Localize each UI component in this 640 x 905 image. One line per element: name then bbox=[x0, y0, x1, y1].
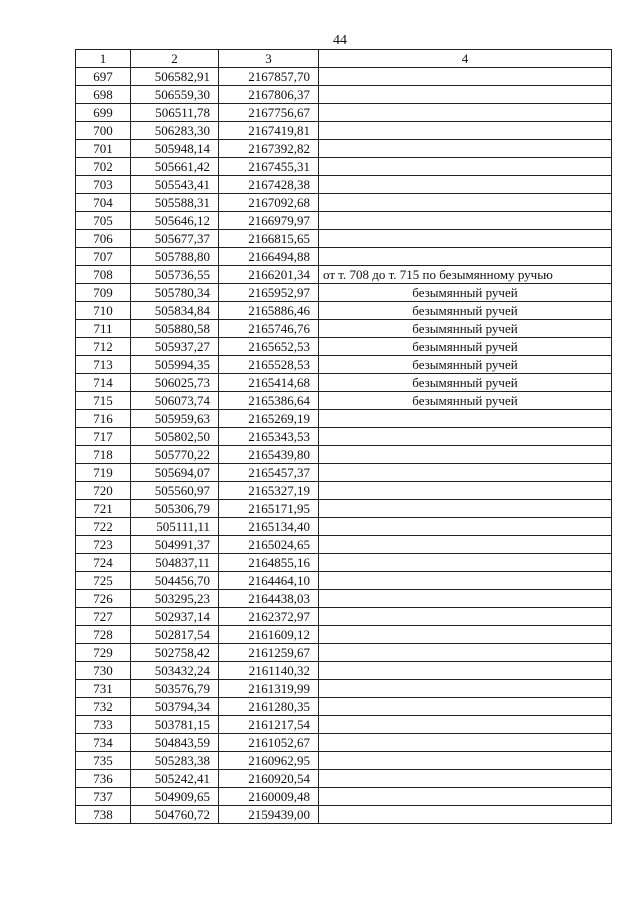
x-coordinate-cell: 505111,11 bbox=[131, 518, 219, 536]
point-number-cell: 711 bbox=[76, 320, 131, 338]
y-coordinate-cell: 2164464,10 bbox=[219, 572, 319, 590]
point-number-cell: 708 bbox=[76, 266, 131, 284]
y-coordinate-cell: 2165171,95 bbox=[219, 500, 319, 518]
y-coordinate-cell: 2165528,53 bbox=[219, 356, 319, 374]
x-coordinate-cell: 506582,91 bbox=[131, 68, 219, 86]
table-row bbox=[76, 212, 612, 230]
y-coordinate-cell: 2164438,03 bbox=[219, 590, 319, 608]
x-coordinate-cell: 505646,12 bbox=[131, 212, 219, 230]
column-header-4: 4 bbox=[319, 50, 612, 68]
point-number-cell: 720 bbox=[76, 482, 131, 500]
point-number-cell: 717 bbox=[76, 428, 131, 446]
table-row bbox=[76, 734, 612, 752]
note-cell bbox=[319, 644, 612, 662]
x-coordinate-cell: 504909,65 bbox=[131, 788, 219, 806]
table-row bbox=[76, 500, 612, 518]
note-cell bbox=[319, 104, 612, 122]
table-row bbox=[76, 626, 612, 644]
y-coordinate-cell: 2161140,32 bbox=[219, 662, 319, 680]
note-cell bbox=[319, 572, 612, 590]
table-row bbox=[76, 356, 612, 374]
y-coordinate-cell: 2159439,00 bbox=[219, 806, 319, 824]
note-cell bbox=[319, 482, 612, 500]
point-number-cell: 713 bbox=[76, 356, 131, 374]
table-header bbox=[76, 50, 612, 68]
x-coordinate-cell: 505543,41 bbox=[131, 176, 219, 194]
x-coordinate-cell: 505661,42 bbox=[131, 158, 219, 176]
y-coordinate-cell: 2167857,70 bbox=[219, 68, 319, 86]
x-coordinate-cell: 502937,14 bbox=[131, 608, 219, 626]
x-coordinate-cell: 505770,22 bbox=[131, 446, 219, 464]
point-number-cell: 738 bbox=[76, 806, 131, 824]
point-number-cell: 727 bbox=[76, 608, 131, 626]
point-number-cell: 730 bbox=[76, 662, 131, 680]
point-number-cell: 719 bbox=[76, 464, 131, 482]
table-row bbox=[76, 284, 612, 302]
note-cell: безымянный ручей bbox=[319, 356, 612, 374]
x-coordinate-cell: 506559,30 bbox=[131, 86, 219, 104]
note-cell bbox=[319, 698, 612, 716]
table-row bbox=[76, 536, 612, 554]
note-cell bbox=[319, 716, 612, 734]
point-number-cell: 702 bbox=[76, 158, 131, 176]
x-coordinate-cell: 504843,59 bbox=[131, 734, 219, 752]
table-row bbox=[76, 194, 612, 212]
note-cell: безымянный ручей bbox=[319, 338, 612, 356]
point-number-cell: 698 bbox=[76, 86, 131, 104]
page-number: 44 bbox=[333, 33, 347, 48]
y-coordinate-cell: 2167806,37 bbox=[219, 86, 319, 104]
y-coordinate-cell: 2166815,65 bbox=[219, 230, 319, 248]
y-coordinate-cell: 2167428,38 bbox=[219, 176, 319, 194]
y-coordinate-cell: 2167455,31 bbox=[219, 158, 319, 176]
point-number-cell: 721 bbox=[76, 500, 131, 518]
x-coordinate-cell: 506025,73 bbox=[131, 374, 219, 392]
y-coordinate-cell: 2161280,35 bbox=[219, 698, 319, 716]
point-number-cell: 697 bbox=[76, 68, 131, 86]
point-number-cell: 700 bbox=[76, 122, 131, 140]
x-coordinate-cell: 502758,42 bbox=[131, 644, 219, 662]
y-coordinate-cell: 2161319,99 bbox=[219, 680, 319, 698]
note-cell bbox=[319, 428, 612, 446]
point-number-cell: 734 bbox=[76, 734, 131, 752]
x-coordinate-cell: 505802,50 bbox=[131, 428, 219, 446]
point-number-cell: 736 bbox=[76, 770, 131, 788]
y-coordinate-cell: 2164855,16 bbox=[219, 554, 319, 572]
note-cell bbox=[319, 140, 612, 158]
y-coordinate-cell: 2160962,95 bbox=[219, 752, 319, 770]
table-row bbox=[76, 608, 612, 626]
x-coordinate-cell: 506511,78 bbox=[131, 104, 219, 122]
y-coordinate-cell: 2165343,53 bbox=[219, 428, 319, 446]
note-cell: безымянный ручей bbox=[319, 374, 612, 392]
table-row bbox=[76, 410, 612, 428]
table-row bbox=[76, 428, 612, 446]
x-coordinate-cell: 505788,80 bbox=[131, 248, 219, 266]
table-row bbox=[76, 104, 612, 122]
note-cell bbox=[319, 806, 612, 824]
x-coordinate-cell: 505959,63 bbox=[131, 410, 219, 428]
point-number-cell: 737 bbox=[76, 788, 131, 806]
point-number-cell: 715 bbox=[76, 392, 131, 410]
y-coordinate-cell: 2167392,82 bbox=[219, 140, 319, 158]
point-number-cell: 735 bbox=[76, 752, 131, 770]
note-cell bbox=[319, 410, 612, 428]
x-coordinate-cell: 505694,07 bbox=[131, 464, 219, 482]
table-row bbox=[76, 464, 612, 482]
note-cell: от т. 708 до т. 715 по безымянному ручью bbox=[319, 266, 612, 284]
x-coordinate-cell: 505306,79 bbox=[131, 500, 219, 518]
table-row bbox=[76, 374, 612, 392]
x-coordinate-cell: 505994,35 bbox=[131, 356, 219, 374]
x-coordinate-cell: 502817,54 bbox=[131, 626, 219, 644]
y-coordinate-cell: 2165269,19 bbox=[219, 410, 319, 428]
note-cell bbox=[319, 230, 612, 248]
note-cell bbox=[319, 554, 612, 572]
point-number-cell: 718 bbox=[76, 446, 131, 464]
point-number-cell: 716 bbox=[76, 410, 131, 428]
note-cell bbox=[319, 248, 612, 266]
x-coordinate-cell: 505588,31 bbox=[131, 194, 219, 212]
y-coordinate-cell: 2165439,80 bbox=[219, 446, 319, 464]
x-coordinate-cell: 505677,37 bbox=[131, 230, 219, 248]
point-number-cell: 705 bbox=[76, 212, 131, 230]
y-coordinate-cell: 2160920,54 bbox=[219, 770, 319, 788]
table-body bbox=[76, 68, 612, 824]
table-row bbox=[76, 518, 612, 536]
table-row bbox=[76, 482, 612, 500]
x-coordinate-cell: 505780,34 bbox=[131, 284, 219, 302]
y-coordinate-cell: 2161052,67 bbox=[219, 734, 319, 752]
table-row bbox=[76, 698, 612, 716]
note-cell bbox=[319, 212, 612, 230]
note-cell bbox=[319, 662, 612, 680]
table-row bbox=[76, 716, 612, 734]
y-coordinate-cell: 2165457,37 bbox=[219, 464, 319, 482]
note-cell: безымянный ручей bbox=[319, 392, 612, 410]
x-coordinate-cell: 504456,70 bbox=[131, 572, 219, 590]
point-number-cell: 706 bbox=[76, 230, 131, 248]
y-coordinate-cell: 2167419,81 bbox=[219, 122, 319, 140]
point-number-cell: 714 bbox=[76, 374, 131, 392]
note-cell bbox=[319, 68, 612, 86]
y-coordinate-cell: 2165746,76 bbox=[219, 320, 319, 338]
x-coordinate-cell: 505283,38 bbox=[131, 752, 219, 770]
y-coordinate-cell: 2165952,97 bbox=[219, 284, 319, 302]
x-coordinate-cell: 505937,27 bbox=[131, 338, 219, 356]
y-coordinate-cell: 2165652,53 bbox=[219, 338, 319, 356]
y-coordinate-cell: 2167756,67 bbox=[219, 104, 319, 122]
y-coordinate-cell: 2165386,64 bbox=[219, 392, 319, 410]
x-coordinate-cell: 504837,11 bbox=[131, 554, 219, 572]
table-row bbox=[76, 266, 612, 284]
point-number-cell: 725 bbox=[76, 572, 131, 590]
note-cell bbox=[319, 608, 612, 626]
y-coordinate-cell: 2162372,97 bbox=[219, 608, 319, 626]
note-cell bbox=[319, 590, 612, 608]
table-row bbox=[76, 680, 612, 698]
x-coordinate-cell: 503794,34 bbox=[131, 698, 219, 716]
note-cell bbox=[319, 86, 612, 104]
table-row bbox=[76, 752, 612, 770]
note-cell bbox=[319, 734, 612, 752]
x-coordinate-cell: 505242,41 bbox=[131, 770, 219, 788]
note-cell: безымянный ручей bbox=[319, 320, 612, 338]
note-cell bbox=[319, 788, 612, 806]
table-row bbox=[76, 554, 612, 572]
point-number-cell: 722 bbox=[76, 518, 131, 536]
note-cell bbox=[319, 500, 612, 518]
y-coordinate-cell: 2166201,34 bbox=[219, 266, 319, 284]
table-row bbox=[76, 176, 612, 194]
table-row bbox=[76, 770, 612, 788]
x-coordinate-cell: 505736,55 bbox=[131, 266, 219, 284]
point-number-cell: 726 bbox=[76, 590, 131, 608]
x-coordinate-cell: 503432,24 bbox=[131, 662, 219, 680]
x-coordinate-cell: 503295,23 bbox=[131, 590, 219, 608]
x-coordinate-cell: 505880,58 bbox=[131, 320, 219, 338]
point-number-cell: 731 bbox=[76, 680, 131, 698]
point-number-cell: 712 bbox=[76, 338, 131, 356]
table-row bbox=[76, 338, 612, 356]
table-row bbox=[76, 122, 612, 140]
table-row bbox=[76, 68, 612, 86]
y-coordinate-cell: 2166979,97 bbox=[219, 212, 319, 230]
note-cell bbox=[319, 122, 612, 140]
x-coordinate-cell: 504991,37 bbox=[131, 536, 219, 554]
note-cell bbox=[319, 752, 612, 770]
table-row bbox=[76, 662, 612, 680]
point-number-cell: 707 bbox=[76, 248, 131, 266]
table-row bbox=[76, 302, 612, 320]
point-number-cell: 728 bbox=[76, 626, 131, 644]
x-coordinate-cell: 504760,72 bbox=[131, 806, 219, 824]
column-header-2: 2 bbox=[131, 50, 219, 68]
x-coordinate-cell: 505834,84 bbox=[131, 302, 219, 320]
y-coordinate-cell: 2165414,68 bbox=[219, 374, 319, 392]
table-row bbox=[76, 590, 612, 608]
x-coordinate-cell: 506073,74 bbox=[131, 392, 219, 410]
x-coordinate-cell: 506283,30 bbox=[131, 122, 219, 140]
y-coordinate-cell: 2165024,65 bbox=[219, 536, 319, 554]
table-row bbox=[76, 644, 612, 662]
note-cell bbox=[319, 464, 612, 482]
point-number-cell: 733 bbox=[76, 716, 131, 734]
x-coordinate-cell: 505948,14 bbox=[131, 140, 219, 158]
column-header-1: 1 bbox=[76, 50, 131, 68]
y-coordinate-cell: 2165886,46 bbox=[219, 302, 319, 320]
table-row bbox=[76, 320, 612, 338]
y-coordinate-cell: 2167092,68 bbox=[219, 194, 319, 212]
point-number-cell: 710 bbox=[76, 302, 131, 320]
note-cell bbox=[319, 680, 612, 698]
table-row bbox=[76, 392, 612, 410]
note-cell bbox=[319, 158, 612, 176]
column-header-3: 3 bbox=[219, 50, 319, 68]
point-number-cell: 704 bbox=[76, 194, 131, 212]
coordinates-table-container bbox=[75, 49, 612, 824]
table-row bbox=[76, 806, 612, 824]
x-coordinate-cell: 503576,79 bbox=[131, 680, 219, 698]
x-coordinate-cell: 503781,15 bbox=[131, 716, 219, 734]
note-cell bbox=[319, 518, 612, 536]
y-coordinate-cell: 2165134,40 bbox=[219, 518, 319, 536]
point-number-cell: 699 bbox=[76, 104, 131, 122]
y-coordinate-cell: 2161217,54 bbox=[219, 716, 319, 734]
y-coordinate-cell: 2161259,67 bbox=[219, 644, 319, 662]
note-cell bbox=[319, 626, 612, 644]
y-coordinate-cell: 2166494,88 bbox=[219, 248, 319, 266]
table-row bbox=[76, 140, 612, 158]
note-cell bbox=[319, 770, 612, 788]
table-row bbox=[76, 248, 612, 266]
table-row bbox=[76, 86, 612, 104]
y-coordinate-cell: 2161609,12 bbox=[219, 626, 319, 644]
table-row bbox=[76, 230, 612, 248]
table-row bbox=[76, 572, 612, 590]
note-cell bbox=[319, 176, 612, 194]
point-number-cell: 732 bbox=[76, 698, 131, 716]
point-number-cell: 729 bbox=[76, 644, 131, 662]
table-row bbox=[76, 158, 612, 176]
note-cell bbox=[319, 536, 612, 554]
header-row bbox=[76, 50, 612, 68]
table-row bbox=[76, 446, 612, 464]
y-coordinate-cell: 2160009,48 bbox=[219, 788, 319, 806]
note-cell: безымянный ручей bbox=[319, 284, 612, 302]
note-cell: безымянный ручей bbox=[319, 302, 612, 320]
table-row bbox=[76, 788, 612, 806]
note-cell bbox=[319, 194, 612, 212]
coordinates-table bbox=[75, 49, 612, 824]
point-number-cell: 724 bbox=[76, 554, 131, 572]
point-number-cell: 709 bbox=[76, 284, 131, 302]
x-coordinate-cell: 505560,97 bbox=[131, 482, 219, 500]
y-coordinate-cell: 2165327,19 bbox=[219, 482, 319, 500]
point-number-cell: 701 bbox=[76, 140, 131, 158]
point-number-cell: 723 bbox=[76, 536, 131, 554]
point-number-cell: 703 bbox=[76, 176, 131, 194]
note-cell bbox=[319, 446, 612, 464]
